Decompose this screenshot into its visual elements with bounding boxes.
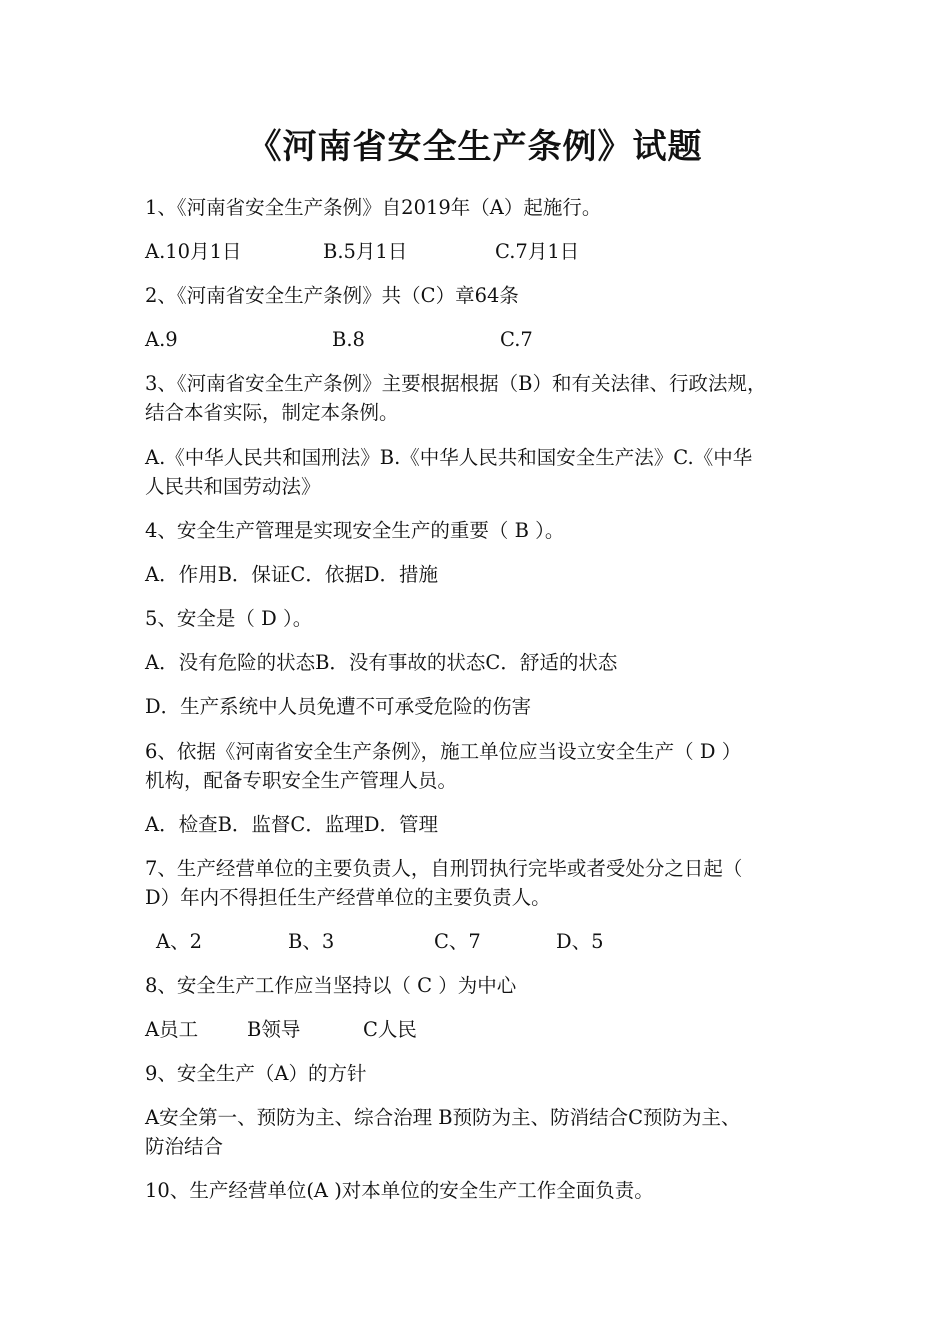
option-a: A员工 xyxy=(145,1018,199,1041)
question-3-options-line-2: 人民共和国劳动法》 xyxy=(145,475,321,498)
option-a: A、2 xyxy=(156,930,202,953)
question-5-options-line-1: A．没有危险的状态B．没有事故的状态C．舒适的状态 xyxy=(145,651,618,674)
question-7-text-line-2: D）年内不得担任生产经营单位的主要负责人。 xyxy=(145,886,551,909)
question-1-options xyxy=(145,237,825,267)
document-title: 《河南省安全生产条例》试题 xyxy=(247,127,703,167)
option-c: C、7 xyxy=(434,930,481,953)
option-b: B.5月1日 xyxy=(323,240,408,263)
option-a: A.10月1日 xyxy=(145,240,242,263)
option-b: B、3 xyxy=(288,930,335,953)
question-7-text-line-1: 7、生产经营单位的主要负责人，自刑罚执行完毕或者受处分之日起（ xyxy=(145,857,743,880)
option-c: C.7月1日 xyxy=(495,240,580,263)
question-5-text: 5、安全是（ D ）。 xyxy=(145,607,313,630)
question-9-text: 9、安全生产（A）的方针 xyxy=(145,1062,367,1085)
question-9-options-line-1: A安全第一、预防为主、综合治理 B预防为主、防消结合C预防为主、 xyxy=(145,1106,741,1129)
option-b: B.8 xyxy=(332,328,365,351)
question-4-text: 4、安全生产管理是实现安全生产的重要（ B ）。 xyxy=(145,519,565,542)
question-9-options-line-2: 防治结合 xyxy=(145,1135,224,1158)
question-6-text-line-2: 机构，配备专职安全生产管理人员。 xyxy=(145,769,458,792)
question-3-text-line-2: 结合本省实际，制定本条例。 xyxy=(145,401,399,424)
option-c: C.7 xyxy=(500,328,533,351)
question-8-text: 8、安全生产工作应当坚持以（ C ）为中心 xyxy=(145,974,517,997)
option-a: A.9 xyxy=(145,328,178,351)
question-2-text: 2、《河南省安全生产条例》共（C）章64条 xyxy=(145,284,519,307)
question-7-options xyxy=(145,927,825,957)
question-8-options xyxy=(145,1015,825,1045)
question-3-options-line-1: A.《中华人民共和国刑法》B.《中华人民共和国安全生产法》C.《中华 xyxy=(145,446,753,469)
question-1-text: 1、《河南省安全生产条例》自2019年（A）起施行。 xyxy=(145,196,602,219)
question-10-text: 10、生产经营单位(A )对本单位的安全生产工作全面负责。 xyxy=(145,1179,654,1202)
option-d: D、5 xyxy=(556,930,604,953)
question-5-options-line-2: D．生产系统中人员免遭不可承受危险的伤害 xyxy=(145,695,532,718)
option-c: C人民 xyxy=(363,1018,417,1041)
question-2-options xyxy=(145,325,825,355)
question-6-text-line-1: 6、依据《河南省安全生产条例》，施工单位应当设立安全生产（ D ） xyxy=(145,740,742,763)
question-4-options: A．作用B．保证C．依据D．措施 xyxy=(145,563,438,586)
question-3-text-line-1: 3、《河南省安全生产条例》主要根据根据（B）和有关法律、行政法规， xyxy=(145,372,767,395)
question-6-options: A．检查B．监督C．监理D．管理 xyxy=(145,813,438,836)
option-b: B领导 xyxy=(247,1018,301,1041)
